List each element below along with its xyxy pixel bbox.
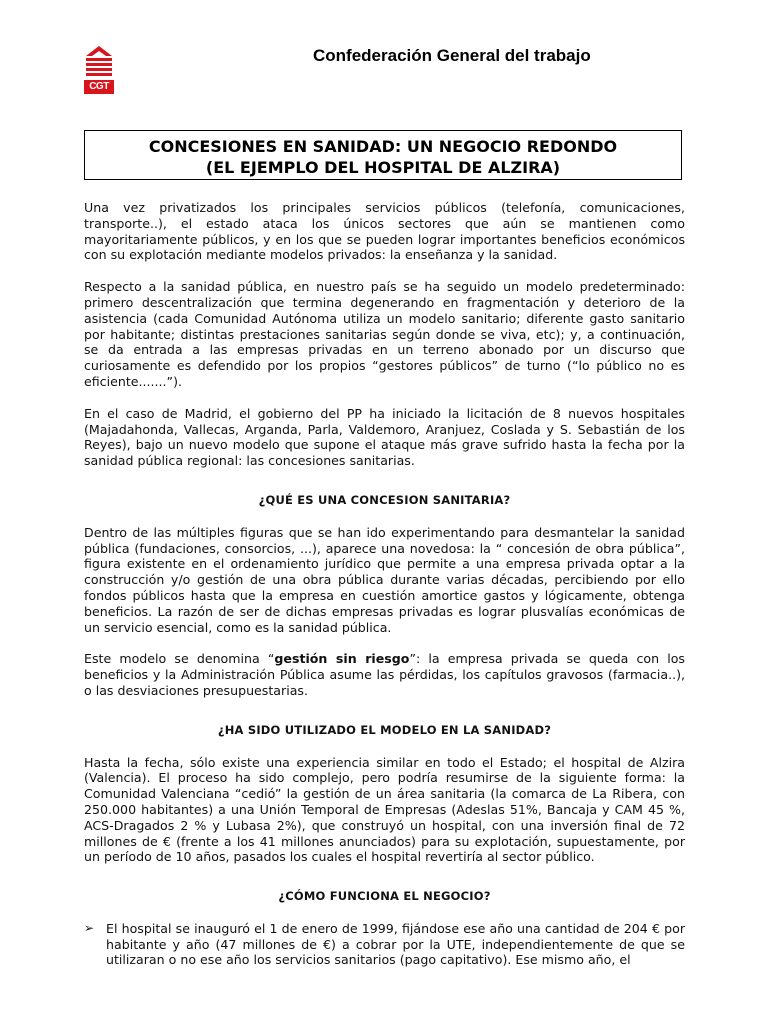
organization-name: Confederación General del trabajo (313, 46, 591, 65)
document-body (84, 200, 685, 984)
paragraph-public-health: Respecto a la sanidad pública, en nuestro país se ha seguido un modelo predeterminado: primero descentralización que termina degenerando en fragmentación y deterioro de la asistencia (cada Comunidad Autónoma utiliza un modelo sanitario; diferente gasto sanitario por habitante; distintas prestaciones sanitarias según donde se viva, etc); y, a continuación, se da entrada a las empresas privadas en un terreno abonado por un discurso que curiosamente es defendido por los propios “gestores públicos” de turno (“lo público no es eficiente.......”). (84, 279, 685, 389)
paragraph-intro: Una vez privatizados los principales servicios públicos (telefonía, comunicaciones, transporte..), el estado ataca los únicos sectores que aún se mantienen como mayoritariamente públicos, y en los que se pueden lograr importantes beneficios económicos con su explotación mediante modelos privados: la enseñanza y la sanidad. (84, 200, 685, 263)
section-heading-used-model: ¿HA SIDO UTILIZADO EL MODELO EN LA SANIDAD? (217, 722, 552, 737)
text-segment: ”: la empresa privada se queda con los beneficios y la Administración Pública asume las pérdidas, los capítulos gravosos (farmacia..), o las desviaciones presupuestarias. (84, 651, 685, 698)
text-segment: Este modelo se denomina “ (84, 651, 275, 667)
paragraph-no-risk-model (84, 651, 685, 698)
section-heading-concession: ¿QUÉ ES UNA CONCESION SANITARIA? (258, 492, 511, 507)
cgt-logo (84, 44, 114, 94)
section-heading-business: ¿CÓMO FUNCIONA EL NEGOCIO? (278, 889, 491, 904)
logo-label: CGT (84, 80, 114, 94)
title-line-2: (EL EJEMPLO DEL HOSPITAL DE ALZIRA) (205, 158, 561, 177)
arrow-bullet-icon: ➢ (84, 920, 95, 935)
paragraph-alzira: Hasta la fecha, sólo existe una experiencia similar en todo el Estado; el hospital de Alzira (Valencia). El proceso ha sido complejo, pero podría resumirse de la siguiente forma: la Comunidad Valenciana “cedió” la gestión de un área sanitaria (la comarca de La Ribera, con 250.000 habitantes) a una Unión Temporal de Empresas (Adeslas 51%, Bancaja y CAM 45 %, ACS-Dragados 2 % y Lubasa 2%), que construyó un hospital, con una inversión final de 72 millones de € (frente a los 41 millones anunciados) para su explotación, supuestamente, por un período de 10 años, pasados los cuales el hospital revertiría al sector público. (84, 754, 685, 865)
document-title (84, 130, 682, 180)
title-line-1: CONCESIONES EN SANIDAD: UN NEGOCIO REDONDO (148, 137, 618, 156)
paragraph-madrid: En el caso de Madrid, el gobierno del PP ha iniciado la licitación de 8 nuevos hospitales (Majadahonda, Vallecas, Arganda, Parla, Valdemoro, Aranjuez, Coslada y S. Sebastián de los Reyes), bajo un nuevo modelo que supone el ataque más grave sufrido hasta la fecha por la sanidad pública regional: las concesiones sanitarias. (84, 405, 685, 469)
paragraph-concession-definition: Dentro de las múltiples figuras que se han ido experimentando para desmantelar la sanidad pública (fundaciones, consorcios, ...), aparece una novedosa: la “ concesión de obra pública”, figura existente en el ordenamiento jurídico que permite a una empresa privada optar a la construcción y/o gestión de una obra pública durante varias décadas, percibiendo por ello fondos públicos hasta que la empresa en cuestión amortice gastos y lógicamente, obtenga beneficios. La razón de ser de dichas empresas privadas es lograr plusvalías económicas de un servicio esencial, como es la sanidad pública. (84, 524, 685, 635)
cgt-emblem-icon (84, 44, 114, 80)
bold-term: gestión sin riesgo (274, 651, 410, 667)
bullet-text: El hospital se inauguró el 1 de enero de 1999, fijándose ese año una cantidad de 204 € por habitante y año (47 millones de €) a cobrar por la UTE, independientemente de que se utilizaran o no ese año los servicios sanitarios (pago capitativo). Ese mismo año, el (106, 920, 685, 968)
list-item (84, 921, 685, 984)
